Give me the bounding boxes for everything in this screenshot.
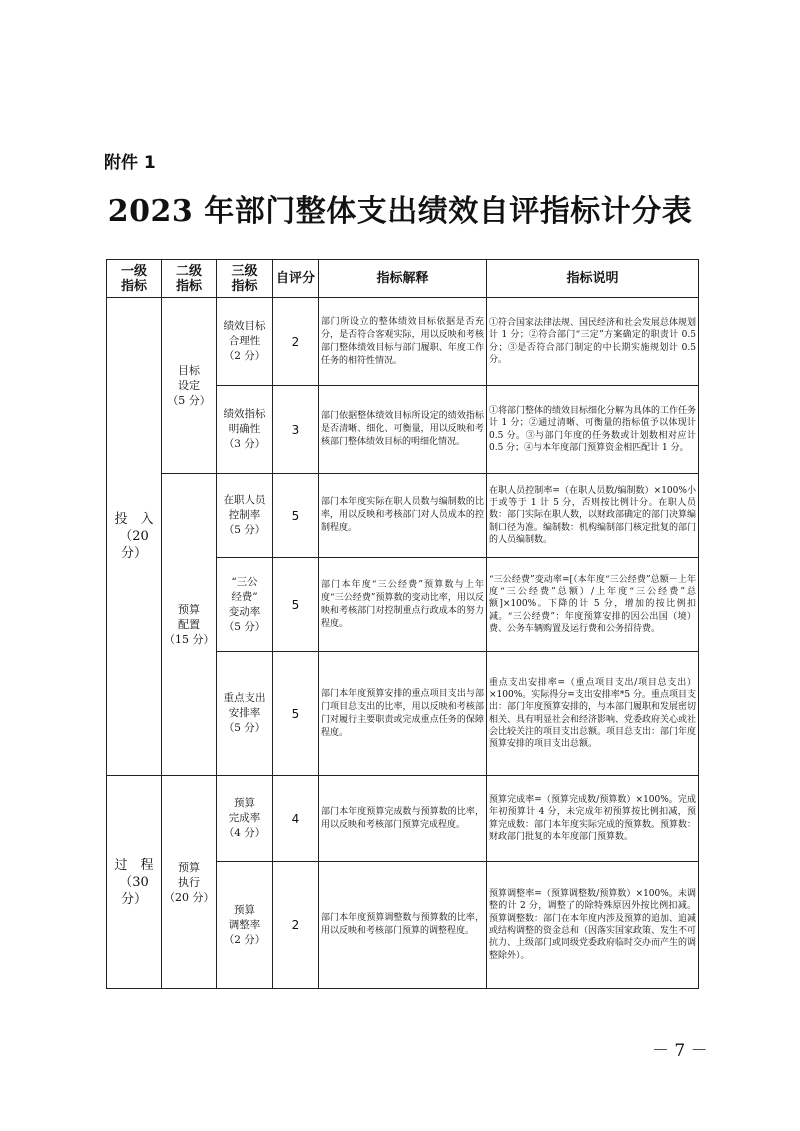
document-title: 2023 年部门整体支出绩效自评指标计分表 <box>107 194 693 229</box>
self-score: 3 <box>273 386 319 474</box>
self-score: 5 <box>273 474 319 558</box>
indicator-explanation: 部门本年度“三公经费”预算数与上年度“三公经费”预算数的变动比率，用以反映和考核部门对控制重点行政成本的努力程度。 <box>319 558 487 652</box>
indicator-explanation: 部门本年度预算调整数与预算数的比率，用以反映和考核部门预算的调整程度。 <box>319 862 487 989</box>
level2-goal-setting: 目标 设定 （5 分） <box>162 298 217 474</box>
level3-indicator: 在职人员 控制率 （5 分） <box>217 474 273 558</box>
indicator-explanation: 部门本年度实际在职人员数与编制数的比率，用以反映和考核部门对人员成本的控制程度。 <box>319 474 487 558</box>
self-score: 4 <box>273 776 319 862</box>
level3-indicator: 预算 调整率 （2 分） <box>217 862 273 989</box>
level3-indicator: 预算 完成率 （4 分） <box>217 776 273 862</box>
indicator-explanation: 部门依据整体绩效目标所设定的绩效指标是否清晰、细化、可衡量，用以反映和考核部门整体绩效目标的明细化情况。 <box>319 386 487 474</box>
header-score: 自评分 <box>273 260 319 298</box>
indicator-description: ①符合国家法律法规、国民经济和社会发展总体规划计 1 分；②符合部门“三定”方案确定的职责计 0.5 分；③是否符合部门制定的中长期实施规划计 0.5 分。 <box>487 298 699 386</box>
level2-budget-allocation: 预算 配置 （15 分） <box>162 474 217 776</box>
level1-process: 过 程 （30 分） <box>107 776 162 989</box>
scoring-table <box>106 259 699 989</box>
level1-input: 投 入 （20 分） <box>107 298 162 776</box>
indicator-explanation: 部门所设立的整体绩效目标依据是否充分，是否符合客观实际，用以反映和考核部门整体绩效目标与部门履职、年度工作任务的相符性情况。 <box>319 298 487 386</box>
indicator-explanation: 部门本年度预算完成数与预算数的比率，用以反映和考核部门预算完成程度。 <box>319 776 487 862</box>
level3-indicator: 重点支出 安排率 （5 分） <box>217 652 273 776</box>
self-score: 5 <box>273 558 319 652</box>
self-score: 2 <box>273 862 319 989</box>
level3-indicator: “三公 经费” 变动率 （5 分） <box>217 558 273 652</box>
header-level1: 一级 指标 <box>107 260 162 298</box>
header-level2: 二级 指标 <box>162 260 217 298</box>
self-score: 5 <box>273 652 319 776</box>
indicator-description: “三公经费”变动率=[（本年度“三公经费”总额－上年度“三公经费”总额）/上年度“三公经费”总额]×100%。下降的计 5 分，增加的按比例扣减。“三公经费”：年度预算安排的因公出国（境）费、公务车辆购置及运行费和公务招待费。 <box>487 558 699 652</box>
table-header-row <box>107 260 699 298</box>
header-description: 指标说明 <box>487 260 699 298</box>
table-row <box>107 776 699 862</box>
level3-indicator: 绩效指标 明确性 （3 分） <box>217 386 273 474</box>
level2-budget-execution: 预算 执行 （20 分） <box>162 776 217 989</box>
indicator-description: 在职人员控制率=（在职人员数/编制数）×100%小于或等于 1 计 5 分，否则按比例计分。在职人员数：部门实际在职人数，以财政部确定的部门决算编制口径为准。编制数：机构编制部门核定批复的部门的人员编制数。 <box>487 474 699 558</box>
indicator-description: 重点支出安排率=（重点项目支出/项目总支出）×100%。实际得分=支出安排率*5 分。重点项目支出：部门年度预算安排的，与本部门履职和发展密切相关、具有明显社会和经济影响、党委政府关心或社会比较关注的项目支出总额。项目总支出：部门年度预算安排的项目支出总额。 <box>487 652 699 776</box>
indicator-description: 预算调整率=（预算调整数/预算数）×100%。未调整的计 2 分，调整了的除特殊原因外按比例扣减。预算调整数：部门在本年度内涉及预算的追加、追减或结构调整的资金总和（因落实国家政策、发生不可抗力、上级部门或同级党委政府临时交办而产生的调整除外）。 <box>487 862 699 989</box>
indicator-description: 预算完成率=（预算完成数/预算数）×100%。完成年初预算计 4 分，未完成年初预算按比例扣减，预算完成数：部门本年度实际完成的预算数。预算数：财政部门批复的本年度部门预算数。 <box>487 776 699 862</box>
level3-indicator: 绩效目标 合理性 （2 分） <box>217 298 273 386</box>
page-number: － 7 － <box>652 1041 708 1061</box>
header-explanation: 指标解释 <box>319 260 487 298</box>
table-row <box>107 298 699 386</box>
header-level3: 三级 指标 <box>217 260 273 298</box>
self-score: 2 <box>273 298 319 386</box>
indicator-description: ①将部门整体的绩效目标细化分解为具体的工作任务计 1 分；②通过清晰、可衡量的指标值予以体现计 0.5 分。③与部门年度的任务数或计划数相对应计 0.5 分；④与本年度部门预算资金相匹配计 1 分。 <box>487 386 699 474</box>
indicator-explanation: 部门本年度预算安排的重点项目支出与部门项目总支出的比率，用以反映和考核部门对履行主要职责或完成重点任务的保障程度。 <box>319 652 487 776</box>
attachment-label: 附件 1 <box>104 153 156 173</box>
table-row <box>107 474 699 558</box>
